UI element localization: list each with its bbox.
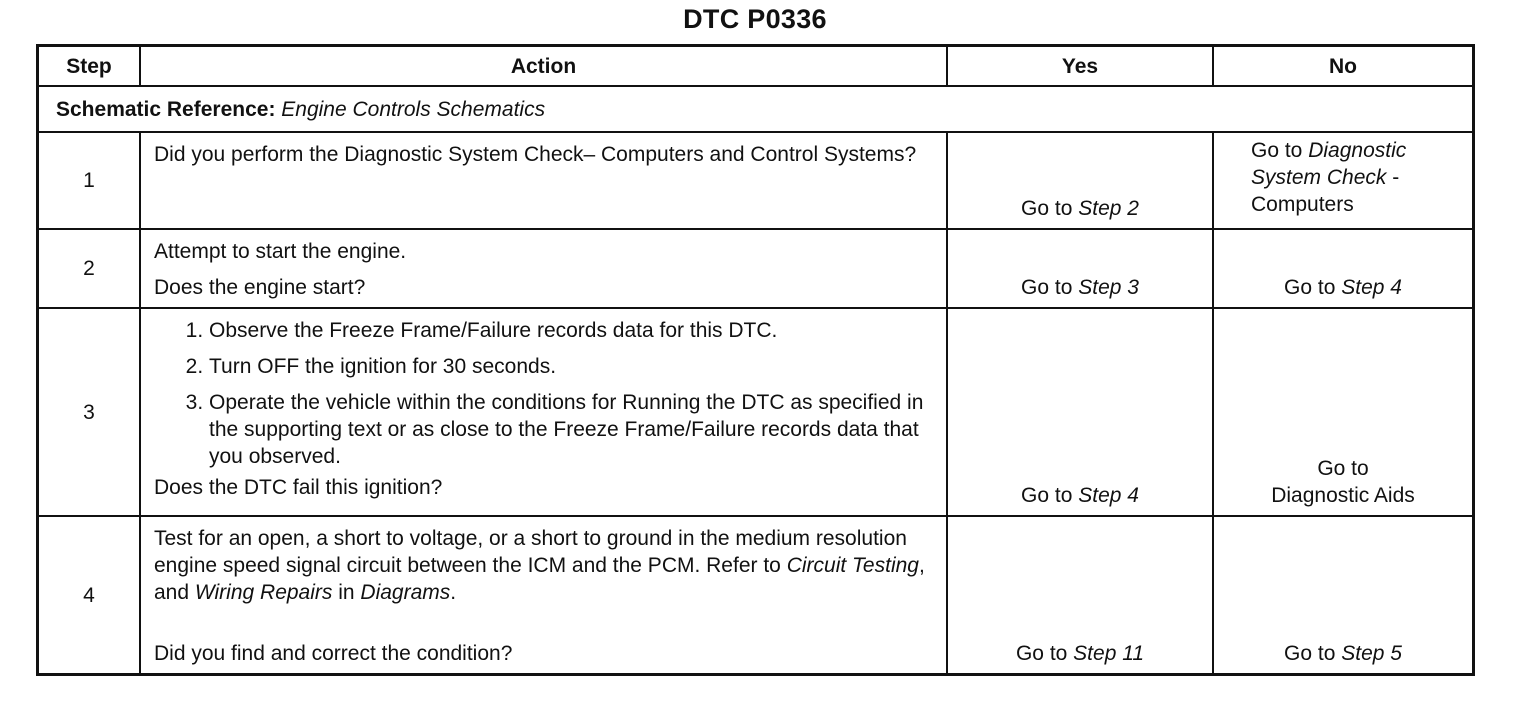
table-row-step-1 bbox=[38, 132, 1474, 229]
schematic-reference-label: Schematic Reference: bbox=[56, 97, 276, 121]
yes-cell bbox=[947, 516, 1213, 675]
action-question: Does the DTC fail this ignition? bbox=[154, 476, 443, 499]
action-text-part: in bbox=[332, 581, 361, 604]
no-prefix: Go to bbox=[1284, 642, 1342, 665]
list-item: 2. Turn OFF the ignition for 30 seconds. bbox=[209, 353, 942, 380]
page-title: DTC P0336 bbox=[683, 4, 827, 34]
action-cell bbox=[140, 229, 947, 308]
yes-link[interactable]: Step 2 bbox=[1078, 197, 1139, 220]
header-no: No bbox=[1213, 46, 1474, 87]
yes-prefix: Go to bbox=[1021, 276, 1079, 299]
no-cell bbox=[1213, 229, 1474, 308]
no-prefix: Go to bbox=[1317, 457, 1369, 480]
step-number: 1 bbox=[38, 132, 141, 229]
no-prefix: Go to bbox=[1251, 139, 1309, 162]
no-cell bbox=[1213, 132, 1474, 229]
schematic-reference-link[interactable]: Engine Controls Schematics bbox=[281, 97, 546, 121]
yes-prefix: Go to bbox=[1021, 484, 1079, 507]
header-step: Step bbox=[38, 46, 141, 87]
yes-link[interactable]: Step 4 bbox=[1078, 484, 1139, 507]
action-text-part: Test for an open, a short to voltage, or a short to ground in the medium resolution engine speed signal circuit between the ICM and the PCM. Refer to bbox=[154, 527, 907, 577]
wiring-repairs-link[interactable]: Wiring Repairs bbox=[194, 581, 333, 604]
no-link[interactable]: Step 4 bbox=[1341, 276, 1402, 299]
schematic-reference-row bbox=[38, 86, 1474, 132]
yes-prefix: Go to bbox=[1021, 197, 1079, 220]
action-question: Did you find and correct the condition? bbox=[154, 642, 513, 665]
diagnostic-table bbox=[36, 44, 1475, 676]
step-number: 4 bbox=[38, 516, 141, 675]
no-link[interactable]: Step 5 bbox=[1341, 642, 1402, 665]
no-prefix: Go to bbox=[1284, 276, 1342, 299]
action-text: Did you perform the Diagnostic System Check– Computers and Control Systems? bbox=[140, 132, 947, 229]
yes-prefix: Go to bbox=[1015, 642, 1074, 665]
step-number: 2 bbox=[38, 229, 141, 308]
action-text bbox=[154, 525, 942, 606]
action-text-part: . bbox=[450, 581, 457, 604]
no-cell bbox=[1213, 516, 1474, 675]
action-text: Attempt to start the engine. bbox=[154, 240, 407, 263]
header-row bbox=[38, 46, 1474, 87]
table-row-step-2 bbox=[38, 229, 1474, 308]
list-item: 3. Operate the vehicle within the conditions for Running the DTC as specified in the supporting text or as close to the Freeze Frame/Failure records data that you observed. bbox=[209, 389, 942, 470]
yes-link[interactable]: Step 11 bbox=[1073, 642, 1145, 665]
no-link[interactable]: Diagnostic System Check bbox=[1251, 139, 1407, 189]
action-steps-list bbox=[154, 317, 942, 470]
step-number: 3 bbox=[38, 308, 141, 516]
no-cell bbox=[1213, 308, 1474, 516]
action-question: Does the engine start? bbox=[154, 276, 366, 299]
action-text-part: , and bbox=[154, 554, 925, 604]
header-action: Action bbox=[140, 46, 947, 87]
yes-cell bbox=[947, 229, 1213, 308]
yes-cell bbox=[947, 132, 1213, 229]
list-item: 1. Observe the Freeze Frame/Failure records data for this DTC. bbox=[209, 317, 942, 344]
yes-cell bbox=[947, 308, 1213, 516]
action-cell bbox=[140, 308, 947, 516]
circuit-testing-link[interactable]: Circuit Testing bbox=[786, 554, 919, 577]
no-suffix: - Computers bbox=[1251, 166, 1400, 216]
action-cell bbox=[140, 516, 947, 675]
yes-link[interactable]: Step 3 bbox=[1078, 276, 1139, 299]
table-row-step-4 bbox=[38, 516, 1474, 675]
no-link[interactable]: Diagnostic Aids bbox=[1271, 484, 1415, 507]
table-row-step-3 bbox=[38, 308, 1474, 516]
header-yes: Yes bbox=[947, 46, 1213, 87]
diagrams-link[interactable]: Diagrams bbox=[360, 581, 451, 604]
schematic-reference bbox=[38, 86, 1474, 132]
